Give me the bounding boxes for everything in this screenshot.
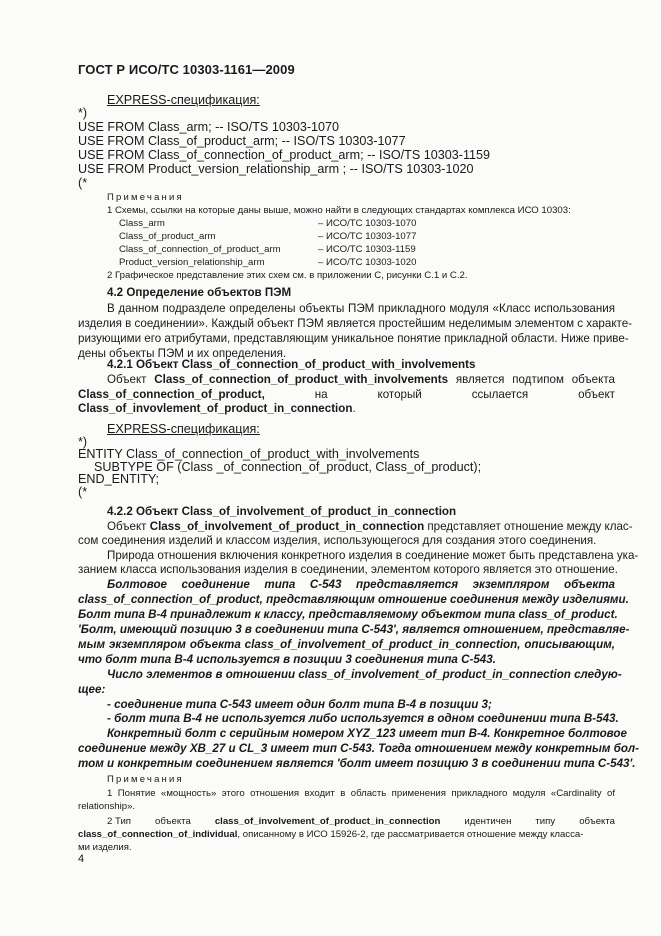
text-line: ризующими его атрибутами, представляющим уникальное понятие прикладной области. Ниже приве- [78, 332, 629, 345]
code-line: USE FROM Class_of_product_arm; -- ISO/TS 10303-1077 [78, 134, 406, 148]
word: , описанному в ИСО 15926-2, где рассматривается отношение между класса- [237, 829, 584, 840]
word: типу [535, 816, 556, 827]
entity-name: class_of_connection_of_individual [78, 829, 238, 840]
note-line [78, 829, 583, 840]
word: 2 Тип [107, 816, 131, 827]
text-line: что болт типа В-4 используется в позиции 3 соединения типа С-543. [78, 653, 496, 666]
word: идентичен [464, 816, 512, 827]
text-line: изделия в соединении». Каждый объект ПЭМ является простейшим неделимым элементом с характе- [78, 317, 633, 330]
word: объекта [579, 816, 615, 827]
word: представляет отношение между клас- [424, 520, 633, 533]
bullet-item: - соединение типа С-543 имеет один болт типа В-4 в позиции 3; [107, 698, 492, 711]
note-line: relationship». [78, 801, 136, 812]
entity-name: Class_of_connection_of_product_with_involvements [154, 373, 449, 386]
note-item: 2 Графическое представление этих схем см. в приложении С, рисунки С.1 и С.2. [107, 270, 468, 281]
text-line: мым экземпляром объекта class_of_involvement_of_product_in_connection, описывающим, [78, 638, 615, 651]
subsection-heading: 4.2.2 Объект Class_of_involvement_of_product_in_connection [107, 505, 457, 518]
schema-ref: – ИСО/ТС 10303-1077 [318, 231, 417, 242]
notes-heading: Примечания [107, 774, 184, 785]
code-line: ENTITY Class_of_connection_of_product_with_involvements [78, 447, 420, 461]
entity-name: class_of_involvement_of_product_in_connection [214, 816, 441, 827]
note-line: ми изделия. [78, 842, 132, 853]
text-line: Болтовое соединение типа С-543 представляется экземпляром объекта [107, 578, 615, 591]
text-line: сом соединения изделий и классом изделия, использующегося для создания этого соединения. [78, 534, 597, 547]
word: объекта [571, 373, 615, 386]
subsection-heading: 4.2.1 Объект Class_of_connection_of_product_with_involvements [107, 358, 476, 371]
word: подтипом [512, 373, 564, 386]
section-heading: 4.2 Определение объектов ПЭМ [107, 286, 292, 299]
note-line: 1 Понятие «мощность» этого отношения входит в область применения прикладного модуля «Cardinality of [107, 788, 615, 799]
code-line: *) [78, 106, 88, 120]
schema-name: Class_arm [119, 218, 165, 229]
document-header: ГОСТ Р ИСО/ТС 10303-1161—2009 [78, 62, 295, 77]
schema-ref: – ИСО/ТС 10303-1070 [318, 218, 417, 229]
express-spec-title: EXPRESS-спецификация: [107, 422, 260, 436]
word: на [314, 388, 328, 401]
note-item: 1 Схемы, ссылки на которые даны выше, можно найти в следующих стандартах комплекса ИСО 10303: [107, 205, 571, 216]
text-line [78, 402, 356, 415]
entity-name: Class_of_involvement_of_product_in_connection [149, 520, 425, 533]
text-line: class_of_connection_of_product, представляющим отношение соединения между изделиями. [78, 593, 629, 606]
text-line: Природа отношения включения конкретного изделия в соединение может быть представлена ука- [107, 549, 639, 562]
code-line: (* [78, 485, 88, 499]
schema-ref: – ИСО/ТС 10303-1020 [318, 257, 417, 268]
page-number: 4 [78, 853, 85, 865]
entity-name: Class_of_connection_of_product, [78, 388, 265, 401]
word: Объект [107, 520, 150, 533]
entity-name: Class_of_invovlement_of_product_in_connection [78, 402, 353, 415]
schema-name: Product_version_relationship_arm [119, 257, 265, 268]
code-line: USE FROM Class_of_connection_of_product_arm; -- ISO/TS 10303-1159 [78, 148, 491, 162]
word: является [455, 373, 505, 386]
notes-heading: Примечания [107, 192, 184, 203]
schema-name: Class_of_product_arm [119, 231, 216, 242]
text-line [107, 520, 633, 533]
text-line: В данном подразделе определены объекты ПЭМ прикладного модуля «Класс использования [107, 302, 615, 315]
code-line: USE FROM Class_arm; -- ISO/TS 10303-1070 [78, 120, 340, 134]
text-line: Болт типа В-4 принадлежит к классу, представляемому объектом типа class_of_product. [78, 608, 618, 621]
text-line: Конкретный болт с серийным номером XYZ_123 имеет тип В-4. Конкретное болтовое [107, 727, 627, 740]
word: объект [578, 388, 615, 401]
word: который [377, 388, 422, 401]
text-line: Число элементов в отношении class_of_involvement_of_product_in_connection следую- [107, 668, 622, 681]
word: объекта [155, 816, 191, 827]
text-line: 'Болт, имеющий позицию 3 в соединении типа С-543', является отношением, представляе- [78, 623, 630, 636]
bullet-item: - болт типа В-4 не используется либо используется в одном соединении типа В-543. [107, 712, 619, 725]
schema-ref: – ИСО/ТС 10303-1159 [318, 244, 416, 255]
express-spec-title: EXPRESS-спецификация: [107, 93, 260, 107]
code-line: *) [78, 435, 88, 449]
text-line: дены объекты ПЭМ и их определения. [78, 347, 287, 360]
text-line [107, 373, 615, 386]
schema-name: Class_of_connection_of_product_arm [119, 244, 281, 255]
period: . [352, 402, 356, 415]
word: ссылается [471, 388, 529, 401]
text-line [78, 388, 615, 401]
text-line: соединение между ХВ_27 и CL_3 имеет тип С-543. Тогда отношением между конкретным бол- [78, 742, 639, 755]
code-line: SUBTYPE OF (Class _of_connection_of_product, Class_of_product); [94, 460, 482, 474]
text-line: занием класса использования изделия в соединении, элементом которого является это отношение. [78, 563, 618, 576]
text-line: щее: [78, 683, 106, 696]
code-line: END_ENTITY; [78, 472, 160, 486]
code-line: (* [78, 176, 88, 190]
word: Объект [107, 373, 147, 386]
note-line [107, 816, 615, 827]
text-line: том и конкретным соединением является 'болт имеет позицию 3 в соединении типа С-543'. [78, 757, 636, 770]
code-line: USE FROM Product_version_relationship_arm ; -- ISO/TS 10303-1020 [78, 162, 474, 176]
